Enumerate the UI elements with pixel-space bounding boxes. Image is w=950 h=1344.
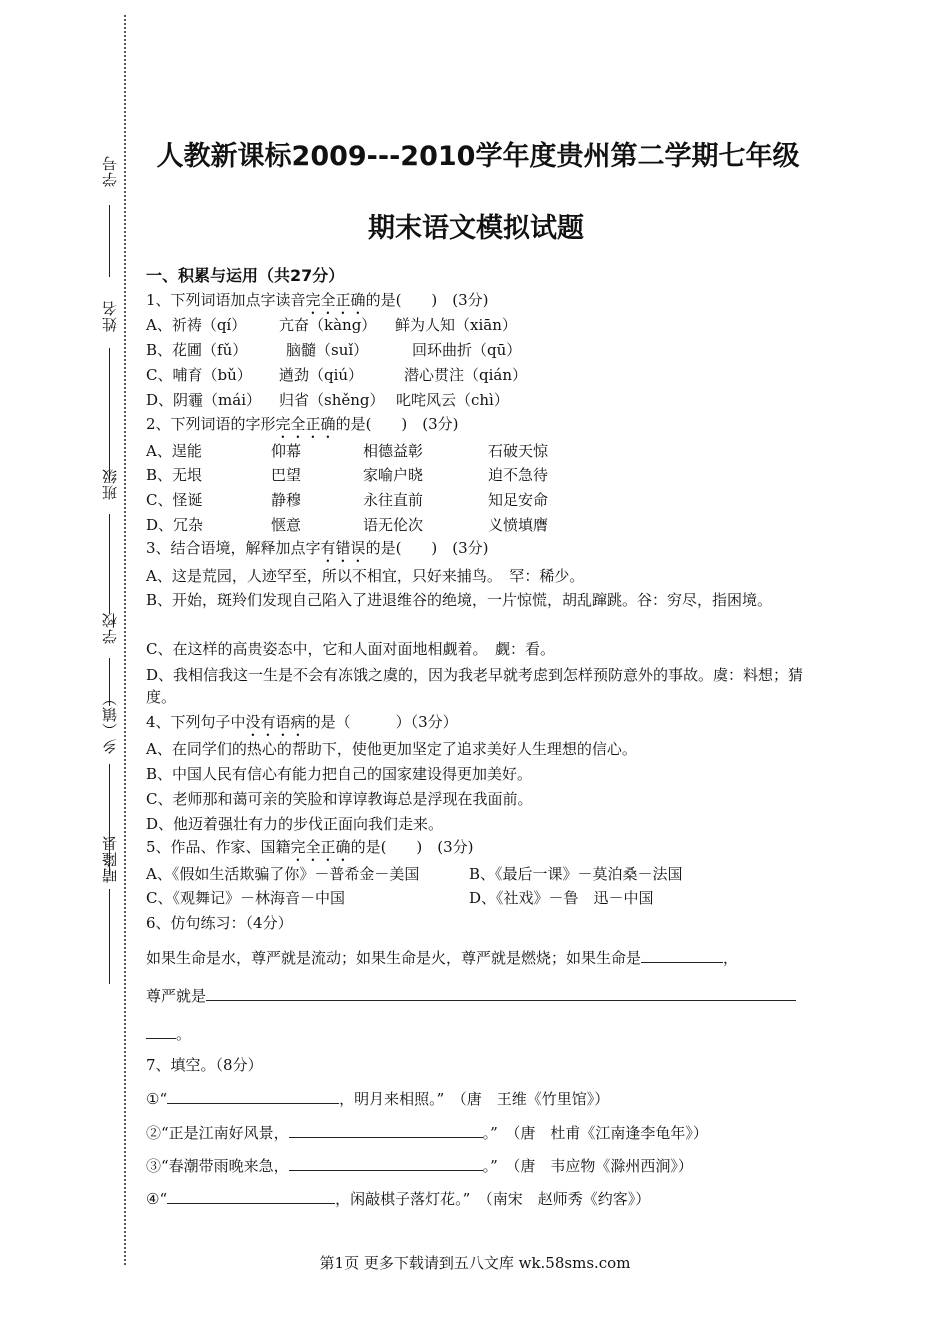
question-3-option-b: B、开始，斑羚们发现自己陷入了进退维谷的绝境，一片惊慌，胡乱蹿跳。谷：穷尽，指困境。 <box>146 591 773 609</box>
question-4-option-c: C、老师那和蔼可亲的笑脸和谆谆教诲总是浮现在我面前。 <box>146 790 533 808</box>
school-label: 学校 <box>101 612 119 644</box>
question-7-line-3: ③“春潮带雨晚来急， 。” （唐 韦应物《滁州西涧》） <box>146 1154 816 1177</box>
answer-blank[interactable] <box>167 1087 339 1104</box>
county-label: 晴隆县 <box>101 835 119 883</box>
question-3-stem: 3、结合语境，解释加点字有错误的是( ) (3分) <box>146 539 489 557</box>
question-6-stem: 6、仿句练习：（4分） <box>146 914 293 932</box>
answer-blank[interactable] <box>641 946 723 963</box>
question-3-option-d: D、我相信我这一生是不会有冻饿之虞的，因为我老早就考虑到怎样预防意外的事故。虞：料想；猜度。 <box>146 666 804 706</box>
class-field[interactable] <box>99 468 120 614</box>
question-6-line-2: 尊严就是 <box>146 984 816 1007</box>
page-footer: 第1页 更多下载请到五八文库 wk.58sms.com <box>319 1254 631 1272</box>
township-label: 乡（镇） <box>101 690 119 754</box>
question-4-option-d: D、他迈着强壮有力的步伐正面向我们走来。 <box>146 815 444 833</box>
question-4-option-a: A、在同学们的热心的帮助下，使他更加坚定了追求美好人生理想的信心。 <box>146 740 637 758</box>
answer-blank[interactable] <box>167 1187 335 1204</box>
answer-blank[interactable] <box>206 984 796 1001</box>
question-7-line-4: ④“ ，闲敲棋子落灯花。” （南宋 赵师秀《约客》） <box>146 1187 816 1210</box>
page-subtitle: 期末语文模拟试题 <box>368 213 584 244</box>
answer-blank[interactable] <box>289 1154 483 1171</box>
question-7-line-1: ①“ ，明月来相照。” （唐 王维《竹里馆》） <box>146 1087 816 1110</box>
question-4-stem: 4、下列句子中没有语病的是（ ）（3分） <box>146 713 458 731</box>
question-7-stem: 7、填空。（8分） <box>146 1056 263 1074</box>
question-2-stem: 2、下列词语的字形完全正确的是( ) (3分) <box>146 415 459 433</box>
question-7-line-2: ②“正是江南好风景， 。” （唐 杜甫《江南逢李龟年》） <box>146 1121 816 1144</box>
page-title: 人教新课标2009---2010学年度贵州第二学期七年级 <box>156 141 800 172</box>
student-id-label: 学号 <box>101 155 119 187</box>
section-heading: 一、积累与运用（共27分） <box>146 266 345 285</box>
question-5-stem: 5、作品、作家、国籍完全正确的是( ) (3分) <box>146 838 474 856</box>
county-field[interactable] <box>99 835 120 984</box>
question-3-option-a: A、这是荒园，人迹罕至，所以不相宜，只好来捕鸟。 罕：稀少。 <box>146 567 585 585</box>
answer-blank[interactable] <box>289 1121 483 1138</box>
name-label: 姓名 <box>101 300 119 332</box>
name-field[interactable] <box>99 300 120 480</box>
question-6-line-1: 如果生命是水，尊严就是流动；如果生命是火，尊严就是燃烧；如果生命是 ， <box>146 946 816 969</box>
question-6-line-3: 。 <box>146 1022 816 1045</box>
answer-blank[interactable] <box>146 1022 176 1039</box>
question-1-stem: 1、下列词语加点字读音完全正确的是( ) (3分) <box>146 291 489 309</box>
class-label: 班级 <box>101 468 119 500</box>
student-id-field[interactable] <box>99 155 120 277</box>
binding-dotted-line <box>124 15 126 1265</box>
question-3-option-c: C、在这样的高贵姿态中，它和人面对面地相觑着。 觑：看。 <box>146 640 555 658</box>
question-4-option-b: B、中国人民有信心有能力把自己的国家建设得更加美好。 <box>146 765 533 783</box>
